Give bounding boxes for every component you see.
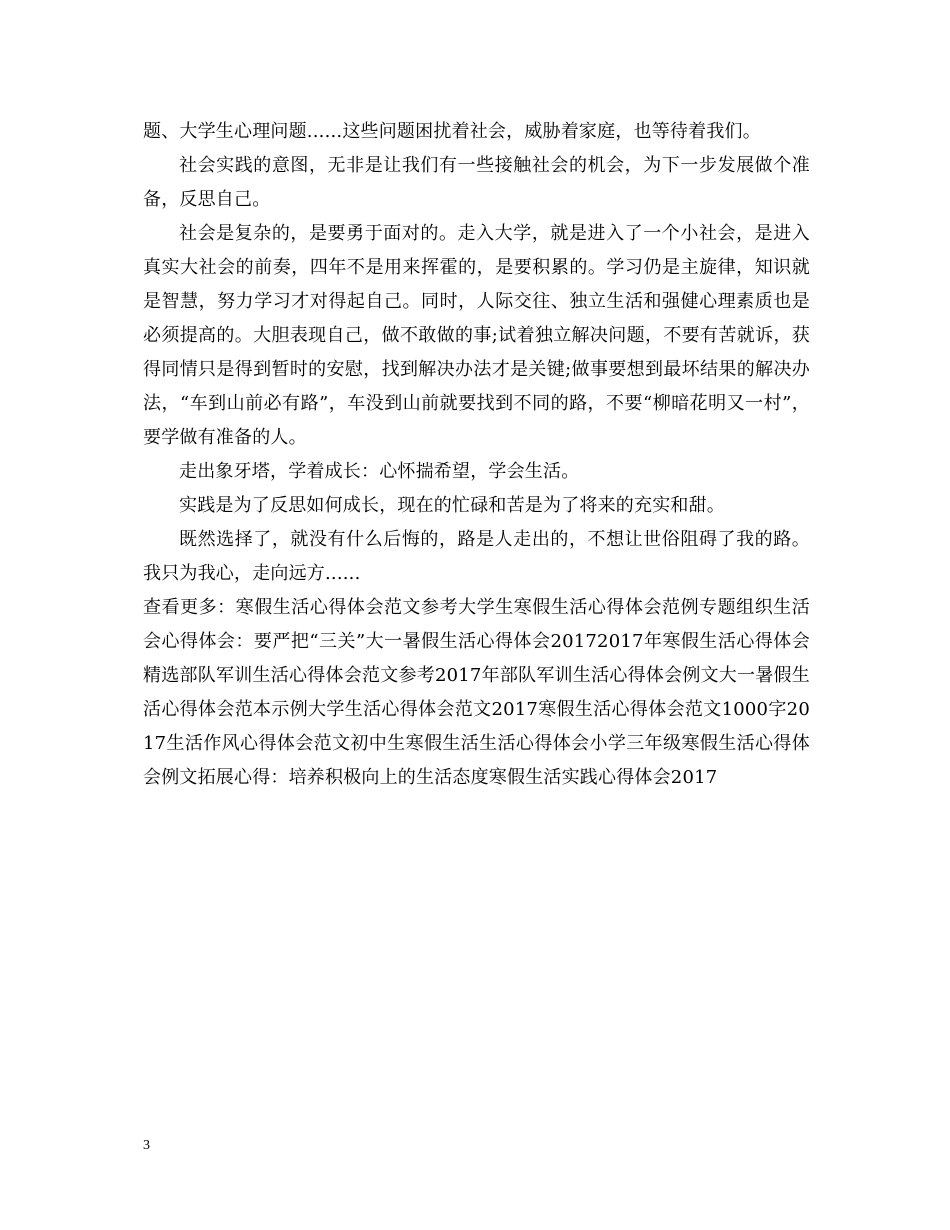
related-articles-paragraph: 查看更多：寒假生活心得体会范文参考大学生寒假生活心得体会范例专题组织生活会心得体会：要严把“三关”大一暑假生活心得体会20172017年寒假生活心得体会精选部队军训生活心得体会范文参考2017年部队军训生活心得体会例文大一暑假生活心得体会范本示例大学生活心得体会范文2017寒假生活心得体会范文1000字2017生活作风心得体会范文初中生寒假生活生活心得体会小学三年级寒假生活心得体会例文拓展心得：培养积极向上的生活态度寒假生活实践心得体会2017 (143, 597, 810, 788)
document-body (143, 115, 810, 795)
paragraph-6: 既然选择了，就没有什么后悔的，路是人走出的，不想让世俗阻碍了我的路。我只为我心，走向远方...... (143, 529, 810, 584)
paragraph-4: 走出象牙塔，学着成长：心怀揣希望，学会生活。 (179, 461, 580, 482)
paragraph-2: 社会实践的意图，无非是让我们有一些接触社会的机会，为下一步发展做个准备，反思自己。 (143, 155, 810, 210)
paragraph-3: 社会是复杂的，是要勇于面对的。走入大学，就是进入了一个小社会，是进入真实大社会的前奏，四年不是用来挥霍的，是要积累的。学习仍是主旋律，知识就是智慧，努力学习才对得起自己。同时，人际交往、独立生活和强健心理素质也是必须提高的。大胆表现自己，做不敢做的事;试着独立解决问题，不要有苦就诉，获得同情只是得到暂时的安慰，找到解决办法才是关键;做事要想到最坏结果的解决办法，“车到山前必有路”，车没到山前就要找到不同的路，不要“柳暗花明又一村”，要学做有准备的人。 (143, 223, 810, 448)
paragraph-1: 题、大学生心理问题......这些问题困扰着社会，威胁着家庭，也等待着我们。 (143, 121, 761, 142)
page-number: 3 (143, 1138, 150, 1153)
paragraph-5: 实践是为了反思如何成长，现在的忙碌和苦是为了将来的充实和甜。 (179, 495, 725, 516)
